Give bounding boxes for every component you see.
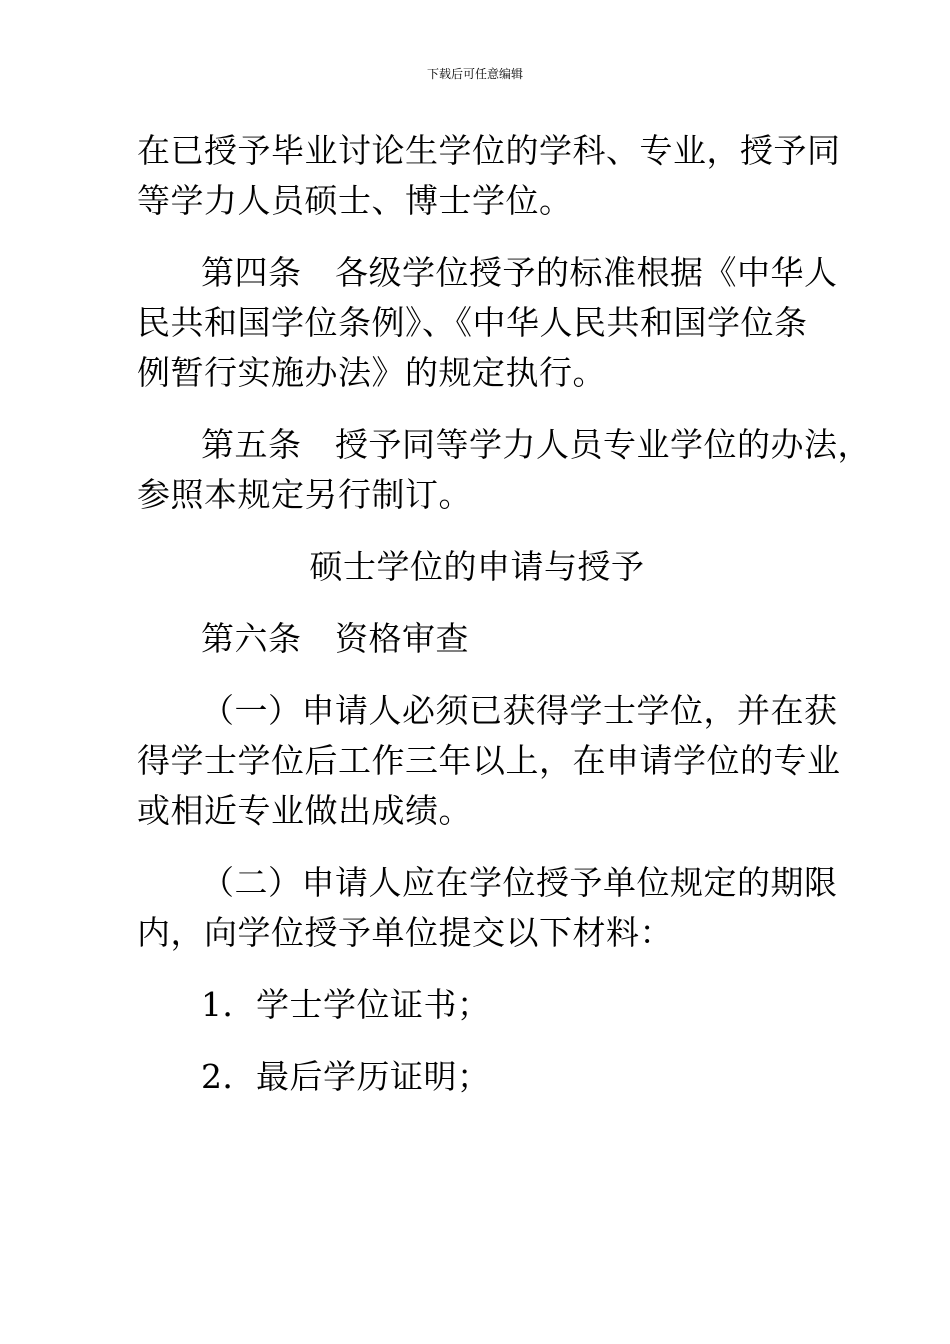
list-item	[137, 1052, 817, 1102]
text-line: 例暂行实施办法》的规定执行。	[137, 353, 606, 392]
clause-1-paragraph	[137, 686, 841, 836]
text-line: 得学士学位后工作三年以上，在申请学位的专业	[137, 741, 841, 780]
article-5-paragraph	[137, 420, 871, 520]
text-line: 1．学士学位证书；	[201, 985, 491, 1024]
section-heading	[137, 542, 817, 592]
text-line: 在已授予毕业讨论生学位的学科、专业，授予同	[137, 131, 841, 170]
clause-2-paragraph	[137, 858, 838, 958]
text-line: 内，向学位授予单位提交以下材料：	[137, 913, 673, 952]
document-body	[137, 126, 871, 1124]
article-4-paragraph	[137, 248, 838, 398]
paragraph-continuation	[137, 126, 841, 226]
text-line: （二）申请人应在学位授予单位规定的期限	[201, 863, 838, 902]
section-title: 硕士学位的申请与授予	[309, 547, 645, 586]
list-item	[137, 980, 817, 1030]
text-line: 第六条 资格审查	[201, 619, 469, 658]
text-line: 第四条 各级学位授予的标准根据《中华人	[201, 253, 838, 292]
text-line: 2．最后学历证明；	[201, 1057, 491, 1096]
article-6-heading	[137, 614, 817, 664]
text-line: （一）申请人必须已获得学士学位，并在获	[201, 691, 838, 730]
text-line: 参照本规定另行制订。	[137, 475, 472, 514]
page-header: 下载后可任意编辑	[426, 67, 523, 81]
text-line: 等学力人员硕士、博士学位。	[137, 181, 573, 220]
text-line: 第五条 授予同等学力人员专业学位的办法，	[201, 425, 871, 464]
text-line: 民共和国学位条例》、《中华人民共和国学位条	[137, 303, 808, 342]
text-line: 或相近专业做出成绩。	[137, 791, 472, 830]
